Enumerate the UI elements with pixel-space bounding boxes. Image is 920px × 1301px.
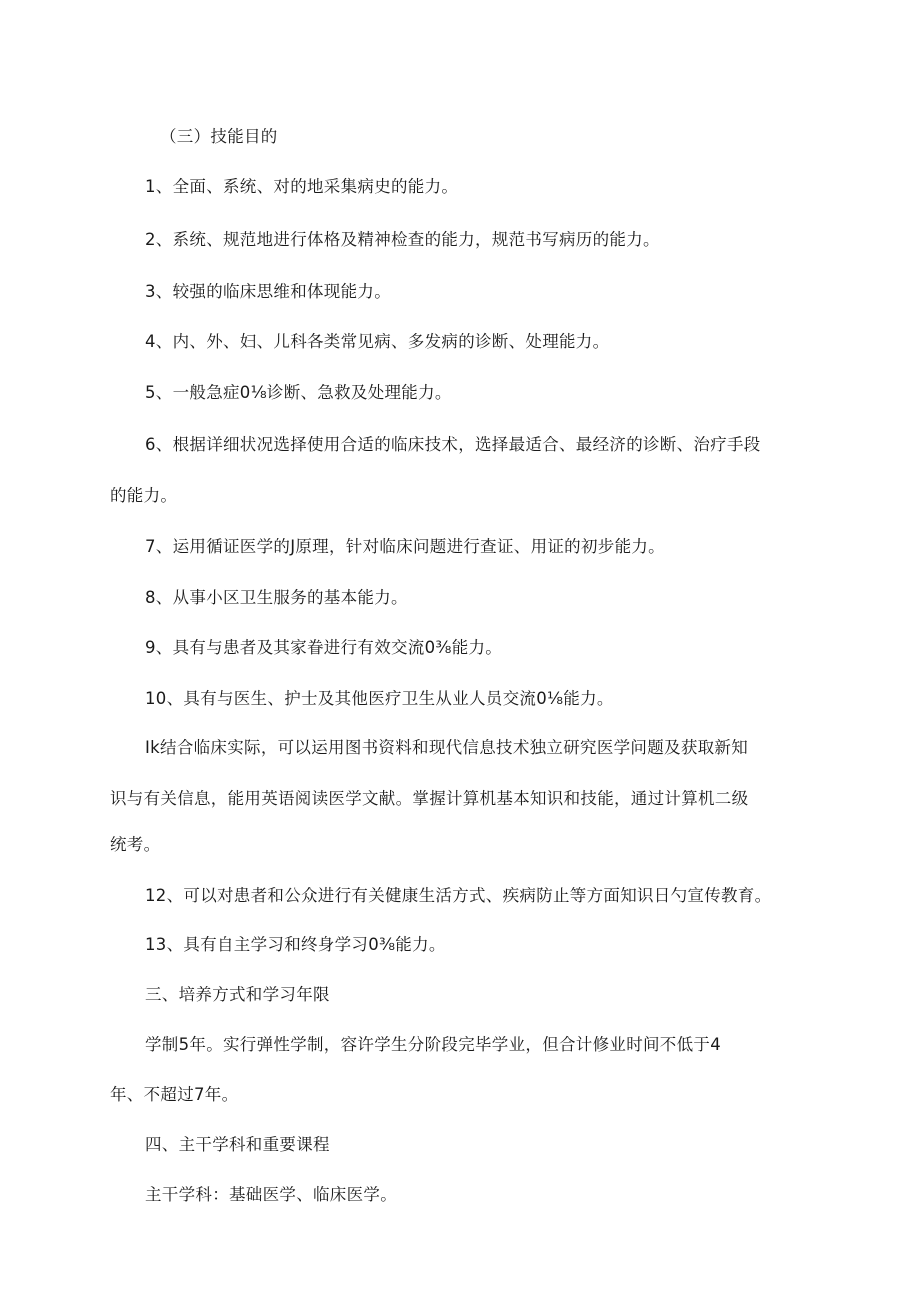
skill-item-12: 12、可以对患者和公众进行有关健康生活方式、疾病防止等方面知识日勺宣传教育。 xyxy=(145,886,772,905)
main-disciplines-text: 主干学科：基础医学、临床医学。 xyxy=(145,1185,397,1204)
training-paragraph: 学制5年。实行弹性学制，容许学生分阶段完毕学业，但合计修业时间不低于4 xyxy=(145,1035,721,1054)
skill-item-7: 7、运用循证医学的J原理，针对临床问题进行查证、用证的初步能力。 xyxy=(145,537,665,556)
skill-item-4: 4、内、外、妇、儿科各类常见病、多发病的诊断、处理能力。 xyxy=(145,332,610,351)
skill-item-5: 5、一般急症0⅛诊断、急救及处理能力。 xyxy=(145,383,452,402)
skill-item-11-cont: 识与有关信息，能用英语阅读医学文献。掌握计算机基本知识和技能，通过计算机二级 xyxy=(110,789,749,808)
skill-item-6-cont: 的能力。 xyxy=(110,486,178,505)
skill-item-2: 2、系统、规范地进行体格及精神检查的能力，规范书写病历的能力。 xyxy=(145,230,660,249)
skill-item-9: 9、具有与患者及其家眷进行有效交流0⅜能力。 xyxy=(145,638,503,657)
section-heading-skill-goals: （三）技能目的 xyxy=(160,127,278,146)
skill-item-6: 6、根据详细状况选择使用合适的临床技术，选择最适合、最经济的诊断、治疗手段 xyxy=(145,435,761,454)
skill-item-11-cont2: 统考。 xyxy=(110,835,161,854)
skill-item-10: 10、具有与医生、护士及其他医疗卫生从业人员交流0⅛能力。 xyxy=(145,689,614,708)
skill-item-11: Ik结合临床实际，可以运用图书资料和现代信息技术独立研究医学问题及获取新知 xyxy=(145,738,749,757)
section-heading-training-mode: 三、培养方式和学习年限 xyxy=(145,985,330,1004)
training-paragraph-cont: 年、不超过7年。 xyxy=(110,1085,239,1104)
skill-item-1: 1、全面、系统、对的地采集病史的能力。 xyxy=(145,177,459,196)
skill-item-3: 3、较强的临床思维和体现能力。 xyxy=(145,282,391,301)
skill-item-8: 8、从事小区卫生服务的基本能力。 xyxy=(145,588,408,607)
section-heading-disciplines: 四、主干学科和重要课程 xyxy=(145,1135,330,1154)
skill-item-13: 13、具有自主学习和终身学习0⅜能力。 xyxy=(145,935,446,954)
